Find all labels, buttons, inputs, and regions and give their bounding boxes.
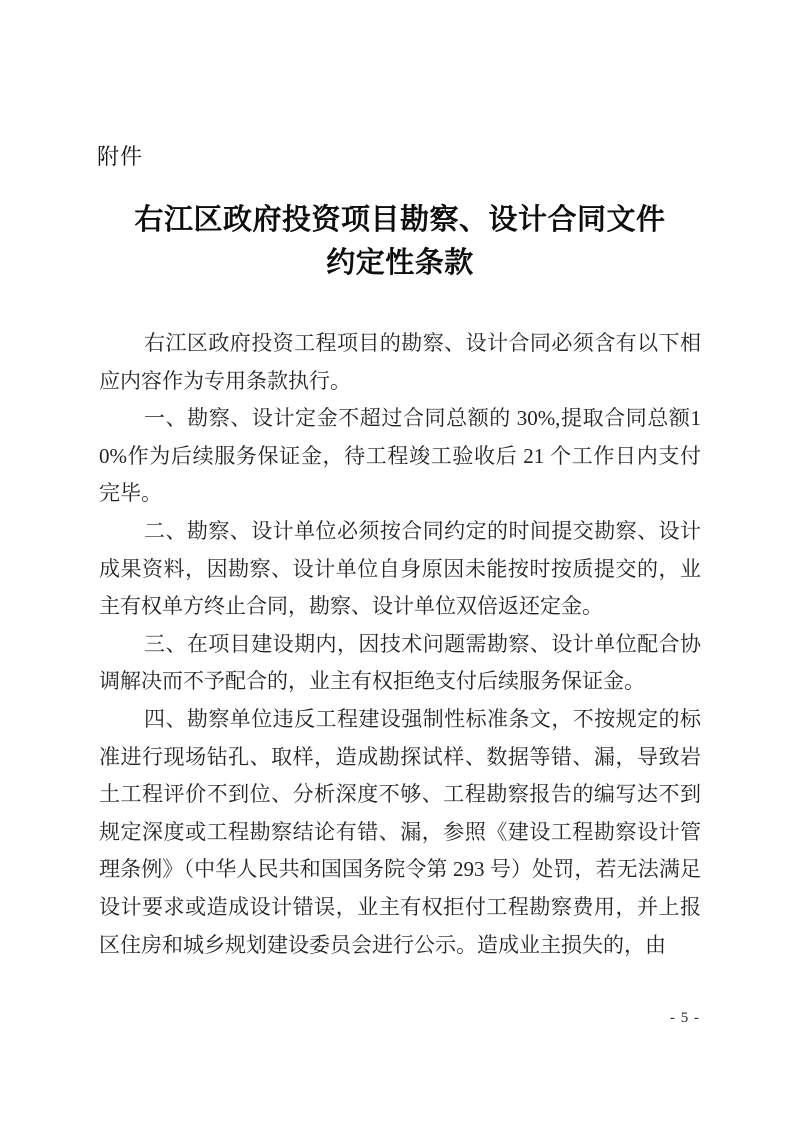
document-title [0,199,800,285]
paragraph-clause-3: 三、在项目建设期内，因技术问题需勘察、设计单位配合协调解决而不予配合的，业主有权拒绝支付后续服务保证金。 [99,631,701,694]
page-number: - 5 - [670,1010,700,1026]
paragraph-intro: 右江区政府投资工程项目的勘察、设计合同必须含有以下相应内容作为专用条款执行。 [99,331,701,393]
paragraph-clause-1: 一、勘察、设计定金不超过合同总额的 30%,提取合同总额10%作为后续服务保证金，待工程竣工验收后 21 个工作日内支付完毕。 [99,406,701,506]
attachment-label: 附件 [97,144,144,169]
document-title-line1: 右江区政府投资项目勘察、设计合同文件 [134,204,666,236]
paragraph-clause-2: 二、勘察、设计单位必须按合同约定的时间提交勘察、设计成果资料，因勘察、设计单位自身原因未能按时按质提交的，业主有权单方终止合同，勘察、设计单位双倍返还定金。 [99,518,701,619]
document-body [99,325,701,964]
document-title-line2: 约定性条款 [326,247,474,279]
paragraph-clause-4: 四、勘察单位违反工程建设强制性标准条文，不按规定的标准进行现场钻孔、取样，造成勘探试样、数据等错、漏，导致岩土工程评价不到位、分析深度不够、工程勘察报告的编写达不到规定深度或工程勘察结论有错、漏，参照《建设工程勘察设计管理条例》（中华人民共和国国务院令第 293 号）处罚，若无法满足设计要求或造成设计错误，业主有权拒付工程勘察费用，并上报区住房和城乡规划建设委员会进行公示。造成业主损失的，由 [99,706,701,957]
